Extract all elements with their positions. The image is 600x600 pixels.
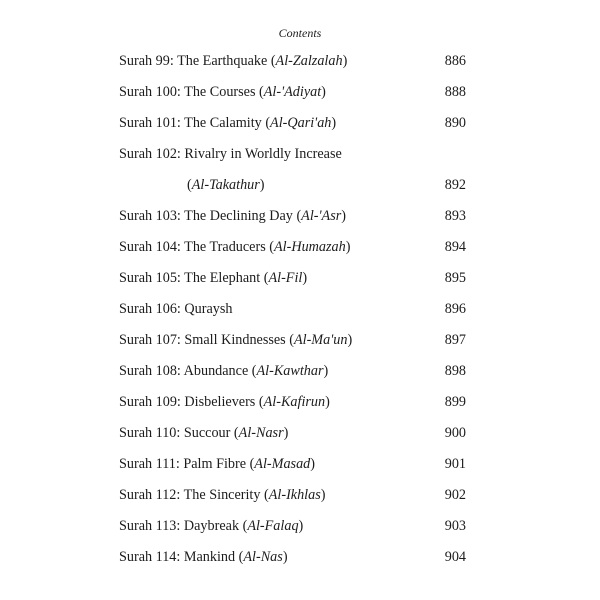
toc-entry	[0, 295, 600, 326]
toc-entry-title-text: Surah 99: The Earthquake (	[119, 53, 276, 69]
toc-entry-title	[119, 47, 347, 76]
toc-entry-title-text: Surah 110: Succour (	[119, 425, 239, 441]
toc-entry-title-close: )	[320, 487, 326, 503]
toc-entry-title-text: Surah 100: The Courses (	[119, 84, 264, 100]
toc-entry-title-close: )	[347, 332, 353, 348]
toc-entry-title-text: Surah 113: Daybreak (	[119, 518, 248, 534]
toc-entry-transliteration: Al-Nasr	[238, 425, 284, 441]
toc-entry-title-text: Surah 109: Disbelievers (	[119, 394, 264, 410]
toc-entry-transliteration: Al-Kafirun	[263, 394, 326, 410]
toc-entry-transliteration: Al-Ikhlas	[268, 487, 321, 503]
toc-entry	[0, 419, 600, 450]
toc-entry-title-text: Surah 103: The Declining Day (	[119, 208, 302, 224]
toc-entry	[0, 78, 600, 109]
toc-entry-transliteration: Al-Fil	[268, 270, 303, 286]
toc-entry-page-number: 904	[444, 549, 466, 565]
toc-entry	[0, 233, 600, 264]
toc-entry-title	[119, 140, 342, 169]
toc-entry-title	[119, 512, 303, 541]
toc-entry-transliteration: Al-Takathur	[191, 177, 260, 193]
contents-heading: Contents	[278, 26, 322, 40]
toc-entry	[0, 543, 600, 574]
toc-entry	[0, 202, 600, 233]
toc-entry-title-close: )	[323, 363, 329, 379]
toc-entry-title-close: )	[283, 425, 289, 441]
toc-entry-title-text: Surah 102: Rivalry in Worldly Increase	[119, 146, 342, 162]
toc-entry-transliteration: Al-Kawthar	[256, 363, 324, 379]
toc-entry	[0, 481, 600, 512]
toc-entry-transliteration: Al-Falaq	[247, 518, 299, 534]
toc-entry-title	[119, 233, 350, 262]
toc-entry-title	[119, 264, 307, 293]
toc-entry-title-close: )	[331, 115, 337, 131]
toc-entry-page-number: 899	[444, 394, 466, 410]
toc-entry-title	[119, 450, 315, 479]
toc-entry	[0, 357, 600, 388]
toc-entry-title-close: )	[345, 239, 351, 255]
toc-entry	[0, 264, 600, 295]
toc-entry-page-number: 888	[444, 84, 466, 100]
toc-entry-title	[119, 419, 288, 448]
toc-entry-transliteration: Al-Masad	[254, 456, 311, 472]
toc-entry-page-number: 901	[444, 456, 466, 472]
toc-entry-title-close: )	[302, 270, 308, 286]
toc-entry-page-number: 898	[444, 363, 466, 379]
toc-entry-page-number: 894	[444, 239, 466, 255]
toc-entry-title	[119, 295, 233, 324]
toc-entry-page-number: 897	[444, 332, 466, 348]
toc-entry-title	[119, 326, 352, 355]
toc-list	[0, 47, 600, 575]
toc-entry	[0, 171, 600, 202]
toc-entry	[0, 450, 600, 481]
toc-entry	[0, 388, 600, 419]
toc-entry-title-close: )	[298, 518, 304, 534]
toc-entry-transliteration: Al-Humazah	[274, 239, 346, 255]
toc-entry	[0, 140, 600, 171]
toc-entry-transliteration: Al-Ma'un	[293, 332, 348, 348]
toc-entry-title	[119, 357, 328, 386]
toc-entry-title-text: (	[187, 177, 192, 193]
toc-entry-title	[119, 109, 336, 138]
toc-entry	[0, 326, 600, 357]
toc-entry-page-number: 902	[444, 487, 466, 503]
toc-entry-title-text: Surah 104: The Traducers (	[119, 239, 274, 255]
toc-entry-title-close: )	[259, 177, 265, 193]
toc-entry-page-number: 900	[444, 425, 466, 441]
toc-entry-page-number: 895	[444, 270, 466, 286]
toc-entry	[0, 512, 600, 543]
toc-entry-title-text: Surah 101: The Calamity (	[119, 115, 271, 131]
toc-entry-title-close: )	[282, 549, 288, 565]
toc-entry-title-text: Surah 114: Mankind (	[119, 549, 244, 565]
toc-entry-title	[119, 481, 325, 510]
toc-entry-title	[119, 202, 346, 231]
toc-entry-title-text: Surah 105: The Elephant (	[119, 270, 269, 286]
toc-entry-transliteration: Al-'Asr	[301, 208, 342, 224]
toc-entry-title-text: Surah 106: Quraysh	[119, 301, 233, 317]
toc-entry-transliteration: Al-'Adiyat	[263, 84, 322, 100]
toc-entry-transliteration: Al-Zalzalah	[275, 53, 343, 69]
toc-entry-title-close: )	[325, 394, 330, 410]
toc-entry-title	[119, 388, 330, 417]
toc-entry-title-close: )	[310, 456, 315, 472]
toc-entry-page-number: 896	[444, 301, 466, 317]
toc-entry	[0, 47, 600, 78]
toc-entry	[0, 109, 600, 140]
toc-entry-title-close: )	[341, 208, 346, 224]
toc-entry-transliteration: Al-Nas	[243, 549, 283, 565]
toc-entry-title	[119, 78, 326, 107]
toc-entry-title	[119, 543, 288, 572]
toc-entry-page-number: 890	[444, 115, 466, 131]
toc-entry-title-text: Surah 112: The Sincerity (	[119, 487, 269, 503]
toc-entry-title	[187, 171, 265, 200]
toc-entry-transliteration: Al-Qari'ah	[270, 115, 332, 131]
toc-entry-page-number: 886	[444, 53, 466, 69]
toc-entry-title-close: )	[342, 53, 348, 69]
toc-entry-title-text: Surah 107: Small Kindnesses (	[119, 332, 294, 348]
toc-entry-page-number: 893	[444, 208, 466, 224]
toc-entry-page-number: 903	[444, 518, 466, 534]
toc-entry-title-close: )	[321, 84, 326, 100]
toc-entry-title-text: Surah 108: Abundance (	[119, 363, 257, 379]
toc-entry-page-number: 892	[444, 177, 466, 193]
toc-entry-title-text: Surah 111: Palm Fibre (	[119, 456, 255, 472]
